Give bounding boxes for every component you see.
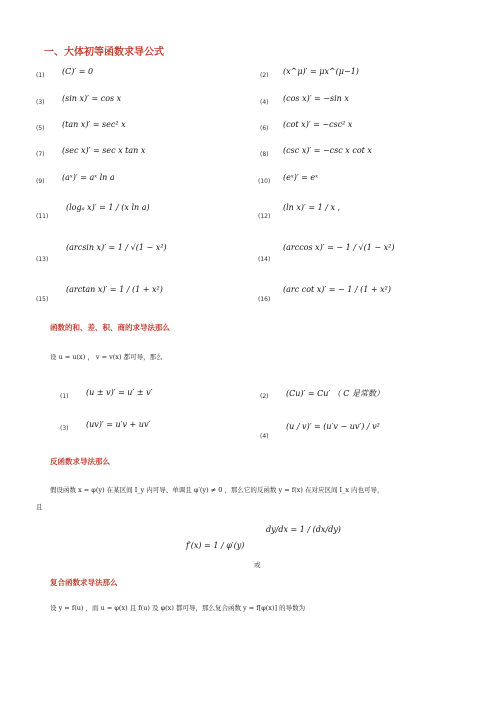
section-heading-chain-rule: 复合函数求导法那么 — [50, 578, 118, 587]
formula: (logₐ x)′ = 1 / (x ln a) — [66, 203, 150, 212]
rule-number: (4) — [260, 433, 269, 440]
formula: (arccos x)′ = − 1 / √(1 − x²) — [283, 243, 395, 252]
formula-number: (5) — [36, 125, 45, 132]
formula: (tan x)′ = sec² x — [62, 120, 126, 129]
rule-formula: (uv)′ = u′v + uv′ — [86, 420, 151, 429]
formula: (eˣ)′ = eˣ — [283, 173, 318, 182]
formula-number: (9) — [36, 178, 45, 185]
formula: (cos x)′ = −sin x — [283, 94, 349, 103]
formula: (arctan x)′ = 1 / (1 + x²) — [66, 285, 163, 294]
formula-number: (14) — [258, 256, 271, 263]
rule-number: (3) — [60, 425, 69, 432]
rule-number: (2) — [260, 393, 269, 400]
formula: (sec x)′ = sec x tan x — [62, 146, 146, 155]
inverse-formula-left: f′(x) = 1 / φ′(y) — [186, 541, 245, 550]
formula-number: (11) — [36, 213, 49, 220]
section-text: 假设函数 x = φ(y) 在某区间 I_y 内可导、单调且 φ′(y) ≠ 0 ，那么它的反函数 y = f(x) 在对应区间 I_x 内也可导， — [50, 486, 384, 494]
formula: (x^μ)′ = μx^(μ−1) — [283, 67, 359, 76]
rule-number: (1) — [60, 393, 69, 400]
formula-number: (7) — [36, 151, 45, 158]
section-text: 且 — [36, 503, 43, 511]
rule-formula: (u ± v)′ = u′ ± v′ — [86, 388, 153, 397]
formula-number: (15) — [36, 296, 49, 303]
formula: (aˣ)′ = aˣ ln a — [62, 173, 115, 182]
formula-number: (12) — [258, 213, 271, 220]
formula-number: (6) — [260, 125, 269, 132]
section-intro: 设 u = u(x) ， v = v(x) 都可导，那么 — [50, 353, 163, 361]
section-text: 设 y = f(u) ，而 u = φ(x) 且 f(u) 及 φ(x) 都可导，那么复合函数 y = f[φ(x)] 的导数为 — [50, 604, 306, 612]
formula-number: (8) — [260, 151, 269, 158]
formula-number: (10) — [258, 178, 271, 185]
formula: (C)′ = 0 — [62, 67, 94, 76]
formula: (csc x)′ = −csc x cot x — [283, 146, 372, 155]
formula: (sin x)′ = cos x — [62, 94, 122, 103]
formula-number: (2) — [260, 72, 269, 79]
formula-number: (1) — [36, 72, 45, 79]
formula: (cot x)′ = −csc² x — [283, 120, 353, 129]
formula: (ln x)′ = 1 / x , — [283, 203, 341, 212]
or-word: 或 — [254, 561, 261, 569]
formula-number: (13) — [36, 256, 49, 263]
page-title: 一、大体初等函数求导公式 — [44, 47, 164, 58]
formula-number: (4) — [260, 99, 269, 106]
section-heading-inverse: 反函数求导法那么 — [50, 457, 110, 466]
rule-formula: (u / v)′ = (u′v − uv′) / v² — [286, 422, 380, 431]
rule-formula: (Cu)′ = Cu′ （ C 是常数） — [286, 389, 384, 398]
section-heading-sum-rules: 函数的和、差、积、商的求导法那么 — [50, 323, 170, 332]
formula-number: (16) — [258, 296, 271, 303]
inverse-formula-right: dy/dx = 1 / (dx/dy) — [266, 525, 341, 534]
formula: (arcsin x)′ = 1 / √(1 − x²) — [66, 243, 167, 252]
formula: (arc cot x)′ = − 1 / (1 + x²) — [283, 285, 391, 294]
formula-number: (3) — [36, 99, 45, 106]
